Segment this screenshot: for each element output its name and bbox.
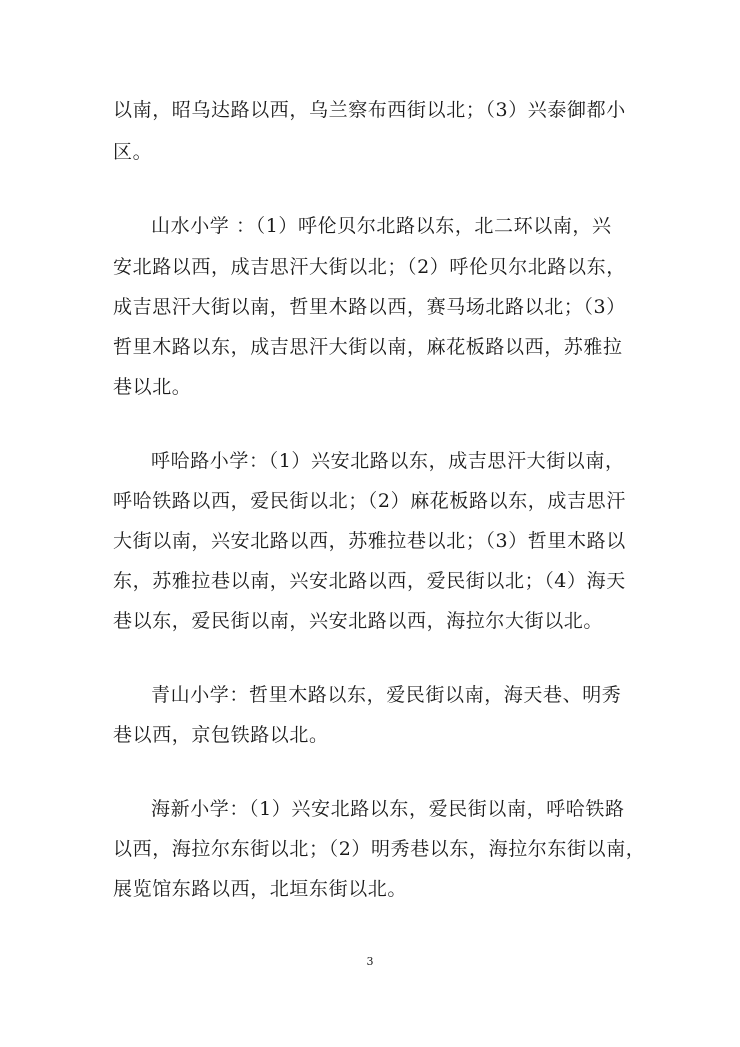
paragraph-line: 巷以北。 bbox=[113, 376, 192, 398]
page-number: 3 bbox=[366, 955, 374, 968]
paragraph-line: 成吉思汗大街以南，哲里木路以西，赛马场北路以北；（3） bbox=[113, 296, 626, 318]
paragraph-line: 展览馆东路以西，北垣东街以北。 bbox=[113, 878, 408, 900]
paragraph-line: 以西，海拉尔东街以北；（2）明秀巷以东，海拉尔东街以南， bbox=[113, 838, 646, 860]
paragraph-line: 大街以南，兴安北路以西，苏雅拉巷以北；（3）哲里木路以 bbox=[113, 530, 626, 552]
paragraph-line: 安北路以西，成吉思汗大街以北；（2）呼伦贝尔北路以东， bbox=[113, 256, 626, 278]
paragraph-line: 以南，昭乌达路以西，乌兰察布西街以北；（3）兴泰御都小 bbox=[113, 99, 626, 121]
paragraph-line: 区。 bbox=[113, 141, 153, 163]
paragraph-line: 海新小学：（1）兴安北路以东，爱民街以南，呼哈铁路 bbox=[151, 798, 625, 820]
paragraph-line: 哲里木路以东，成吉思汗大街以南，麻花板路以西，苏雅拉 bbox=[113, 336, 623, 358]
paragraph-line: 巷以西，京包铁路以北。 bbox=[113, 724, 329, 746]
paragraph-line: 巷以东，爱民街以南，兴安北路以西，海拉尔大街以北。 bbox=[113, 610, 604, 632]
paragraph-line: 呼哈路小学：（1）兴安北路以东，成吉思汗大街以南， bbox=[151, 450, 625, 472]
paragraph-line: 青山小学：哲里木路以东，爱民街以南，海天巷、明秀 bbox=[151, 684, 622, 706]
paragraph-line: 山水小学 ：（1）呼伦贝尔北路以东，北二环以南，兴 bbox=[151, 215, 612, 237]
paragraph-line: 东，苏雅拉巷以南，兴安北路以西，爱民街以北；（4）海天 bbox=[113, 570, 626, 592]
paragraph-line: 呼哈铁路以西，爱民街以北；（2）麻花板路以东，成吉思汗 bbox=[113, 490, 626, 512]
